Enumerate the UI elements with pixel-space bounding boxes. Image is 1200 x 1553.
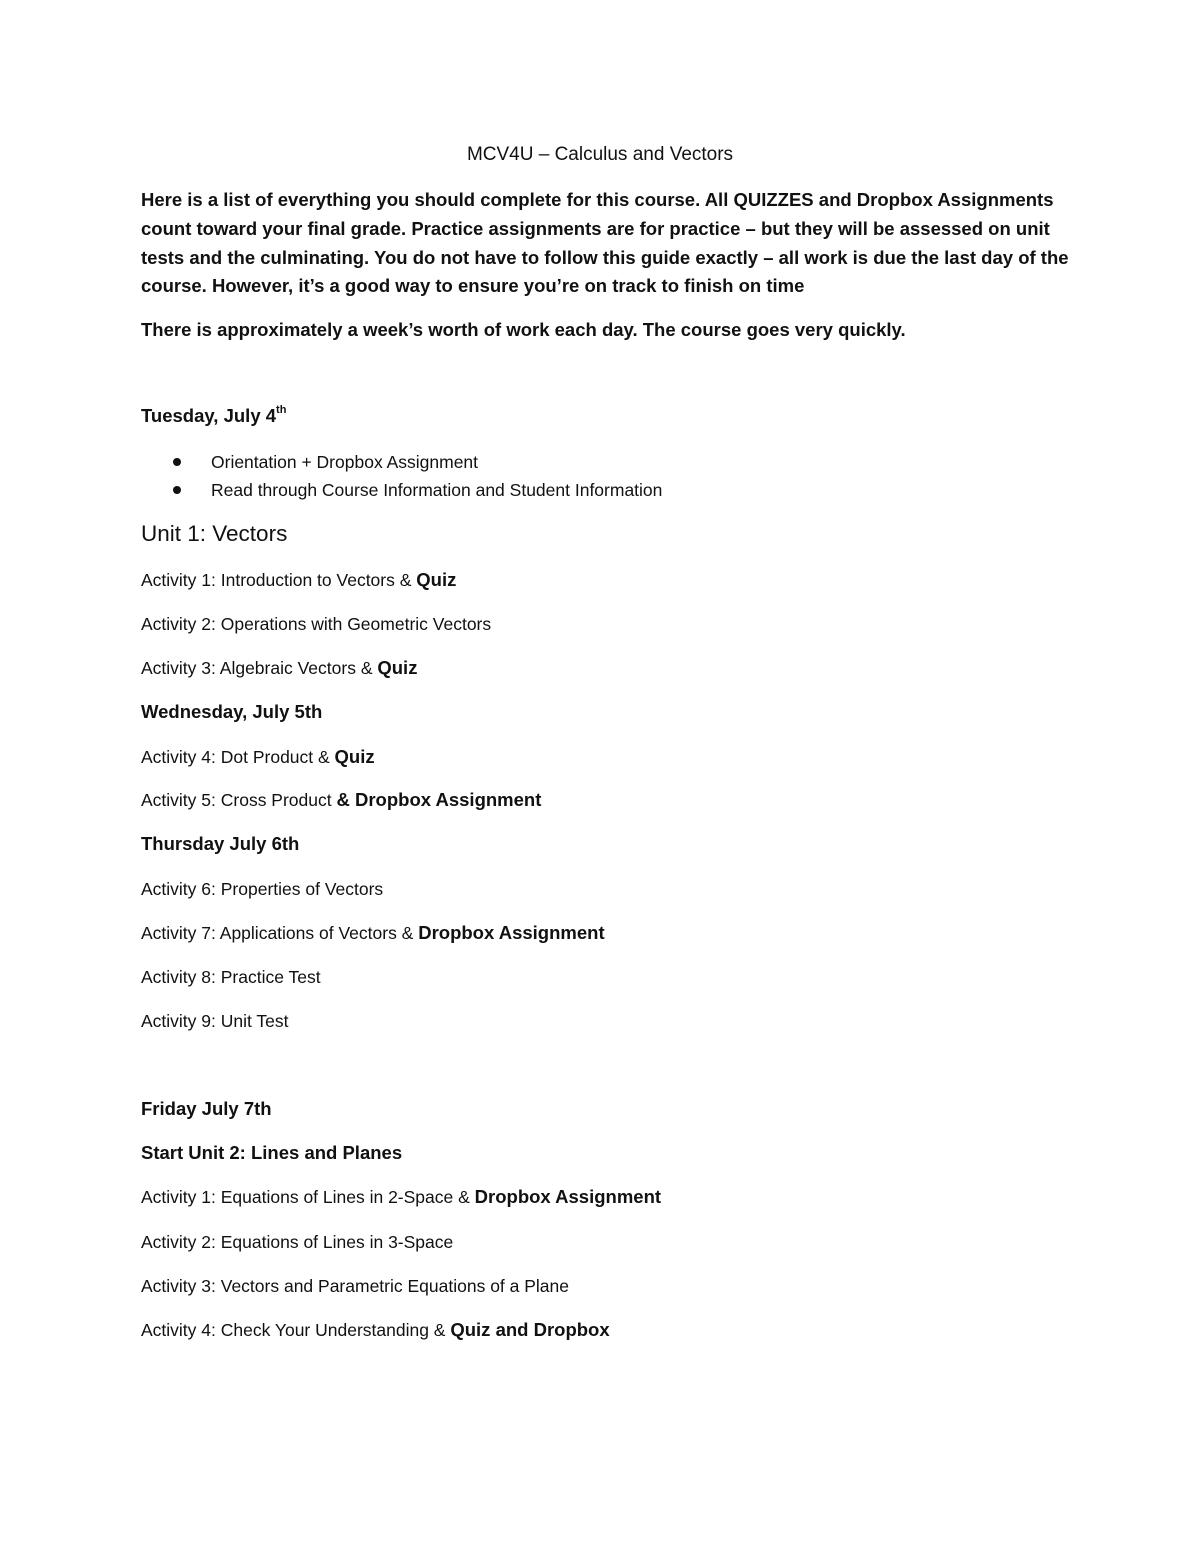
activity-assessment: Quiz bbox=[377, 657, 418, 678]
day-heading-thursday: Thursday July 6th bbox=[141, 833, 300, 854]
bullet-icon bbox=[173, 458, 181, 466]
list-item-text: Orientation + Dropbox Assignment bbox=[211, 452, 479, 472]
activity-item bbox=[141, 1317, 610, 1343]
bullet-icon bbox=[173, 486, 181, 494]
intro-paragraph: Here is a list of everything you should complete for this course. All QUIZZES and Dropbox Assignments count toward your final grade. Practice assignments are for practice – but they will be assessed on unit tests and the culminating. You do not have to follow this guide exactly – all work is due the last day of the course. However, it’s a good way to ensure you’re on track to finish on time bbox=[141, 189, 1069, 297]
activity-text: Activity 8: Practice Test bbox=[141, 967, 321, 987]
activity-item bbox=[141, 655, 417, 681]
activity-text: Activity 3: Vectors and Parametric Equations of a Plane bbox=[141, 1276, 569, 1296]
activity-assessment: Quiz bbox=[416, 569, 457, 590]
activity-item bbox=[141, 744, 375, 770]
activity-item bbox=[141, 1273, 569, 1299]
activity-text: Activity 1: Equations of Lines in 2-Space & bbox=[141, 1187, 475, 1207]
activity-text: Activity 9: Unit Test bbox=[141, 1011, 289, 1031]
activity-item bbox=[141, 1184, 661, 1210]
activity-assessment: Quiz bbox=[334, 746, 375, 767]
unit-2-heading: Start Unit 2: Lines and Planes bbox=[141, 1142, 403, 1163]
activity-text: Activity 4: Dot Product & bbox=[141, 747, 335, 767]
day-heading-friday: Friday July 7th bbox=[141, 1098, 272, 1119]
ordinal-suffix: th bbox=[276, 404, 287, 416]
activity-text: Activity 2: Operations with Geometric Vectors bbox=[141, 614, 492, 634]
activity-text: Activity 2: Equations of Lines in 3-Space bbox=[141, 1232, 454, 1252]
activity-text: Activity 4: Check Your Understanding & bbox=[141, 1320, 451, 1340]
document-title: MCV4U – Calculus and Vectors bbox=[466, 144, 734, 165]
day-heading-tuesday-text: Tuesday, July 4 bbox=[141, 405, 277, 426]
activity-item bbox=[141, 611, 491, 637]
workload-note: There is approximately a week’s worth of work each day. The course goes very quickly. bbox=[141, 319, 906, 340]
activity-item bbox=[141, 1008, 289, 1034]
activity-text: Activity 6: Properties of Vectors bbox=[141, 879, 384, 899]
activity-assessment: Quiz and Dropbox bbox=[450, 1319, 610, 1340]
activity-item bbox=[141, 1229, 453, 1255]
activity-item bbox=[141, 787, 541, 813]
activity-assessment: Dropbox Assignment bbox=[418, 922, 605, 943]
activity-text: Activity 7: Applications of Vectors & bbox=[141, 923, 419, 943]
activity-item bbox=[141, 567, 456, 593]
activity-assessment: & Dropbox Assignment bbox=[336, 789, 542, 810]
day-heading-tuesday bbox=[141, 403, 286, 429]
activity-item bbox=[141, 876, 383, 902]
activity-text: Activity 5: Cross Product bbox=[141, 790, 337, 810]
list-item-text: Read through Course Information and Student Information bbox=[211, 480, 663, 500]
unit-1-heading: Unit 1: Vectors bbox=[141, 521, 288, 546]
activity-item bbox=[141, 920, 605, 946]
activity-text: Activity 1: Introduction to Vectors & bbox=[141, 570, 417, 590]
activity-item bbox=[141, 964, 321, 990]
activity-text: Activity 3: Algebraic Vectors & bbox=[141, 658, 378, 678]
activity-assessment: Dropbox Assignment bbox=[474, 1186, 662, 1207]
day-heading-wednesday: Wednesday, July 5th bbox=[141, 701, 323, 722]
